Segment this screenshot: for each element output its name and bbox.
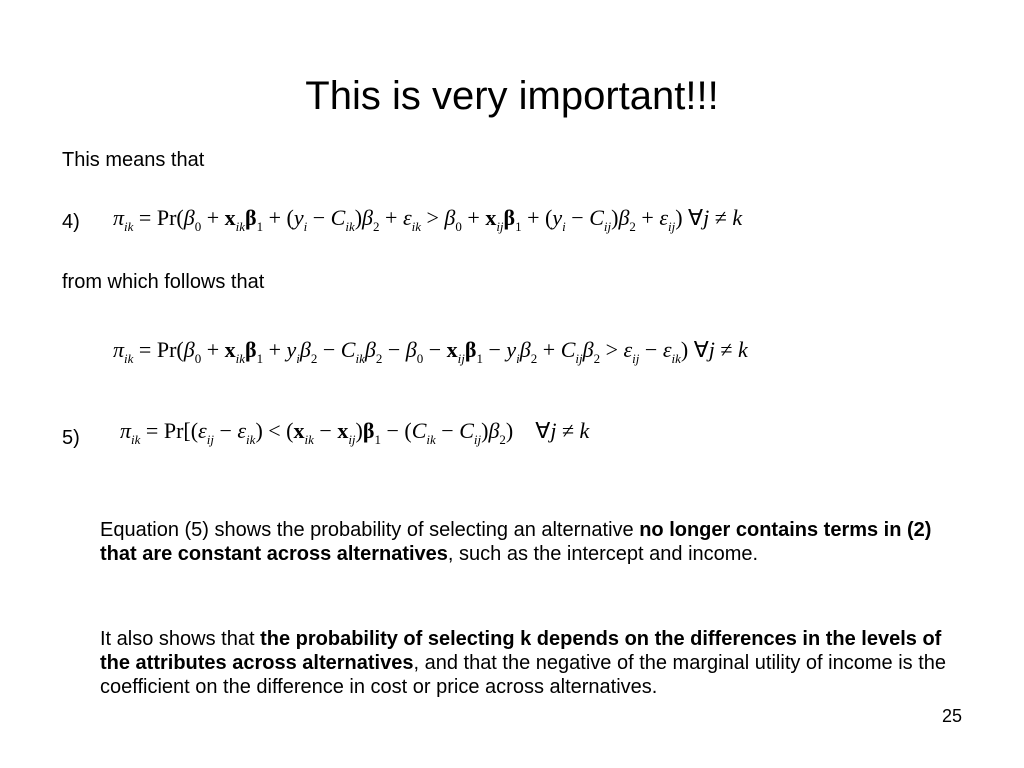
paragraph-1-tail: , such as the intercept and income. [447, 543, 759, 565]
equation-5: $\pi_{ik} = Pr[(\varepsilon_{ij} - \varepsilon_{ik}) < (x_{ik} - x_{ij})\beta_1 - (C_{ik} - C_{ij})\beta_2)$ ∀j ≠ k [120, 418, 590, 447]
equation-5-label: 5) [62, 427, 80, 449]
paragraph-attributes [100, 627, 970, 699]
page-number: 25 [941, 706, 962, 726]
intro-text: This means that [62, 149, 205, 171]
equation-4: $\pi_{ik} = Pr(\beta_0 + x_{ik}\beta_1 + (y_i - C_{ik})\beta_2 + \varepsilon_{ik} > \beta_0 + x_{ij}\beta_1 + (y_i - C_{ij})\beta_2 + \varepsilon_{ij})$ ∀j ≠ k [113, 205, 743, 234]
equation-4-label: 4) [62, 211, 80, 233]
paragraph-1-emphasis: no longer contains terms in (2) that are constant across alternatives [100, 519, 932, 565]
paragraph-1-lead: Equation (5) shows the probability of selecting an alternative [100, 519, 640, 541]
paragraph-2-lead: It also shows that [100, 628, 261, 650]
slide-title: This is very important!!! [305, 74, 719, 118]
equation-derived: $\pi_{ik} = Pr(\beta_0 + x_{ik}\beta_1 + y_i\beta_2 - C_{ik}\beta_2 - \beta_0 - x_{ij}\beta_1 - y_i\beta_2 + C_{ij}\beta_2 > \varepsilon_{ij} - \varepsilon_{ik})$ ∀j ≠ k [113, 337, 748, 366]
paragraph-equation-5 [100, 518, 970, 566]
paragraph-2-tail: , and that the negative of the marginal utility of income is the coefficient on the difference in cost or price across alternatives. [100, 652, 946, 698]
paragraph-2-emphasis: the probability of selecting k depends on the differences in the levels of the attributes across alternatives [100, 628, 942, 674]
follows-text: from which follows that [62, 271, 265, 293]
